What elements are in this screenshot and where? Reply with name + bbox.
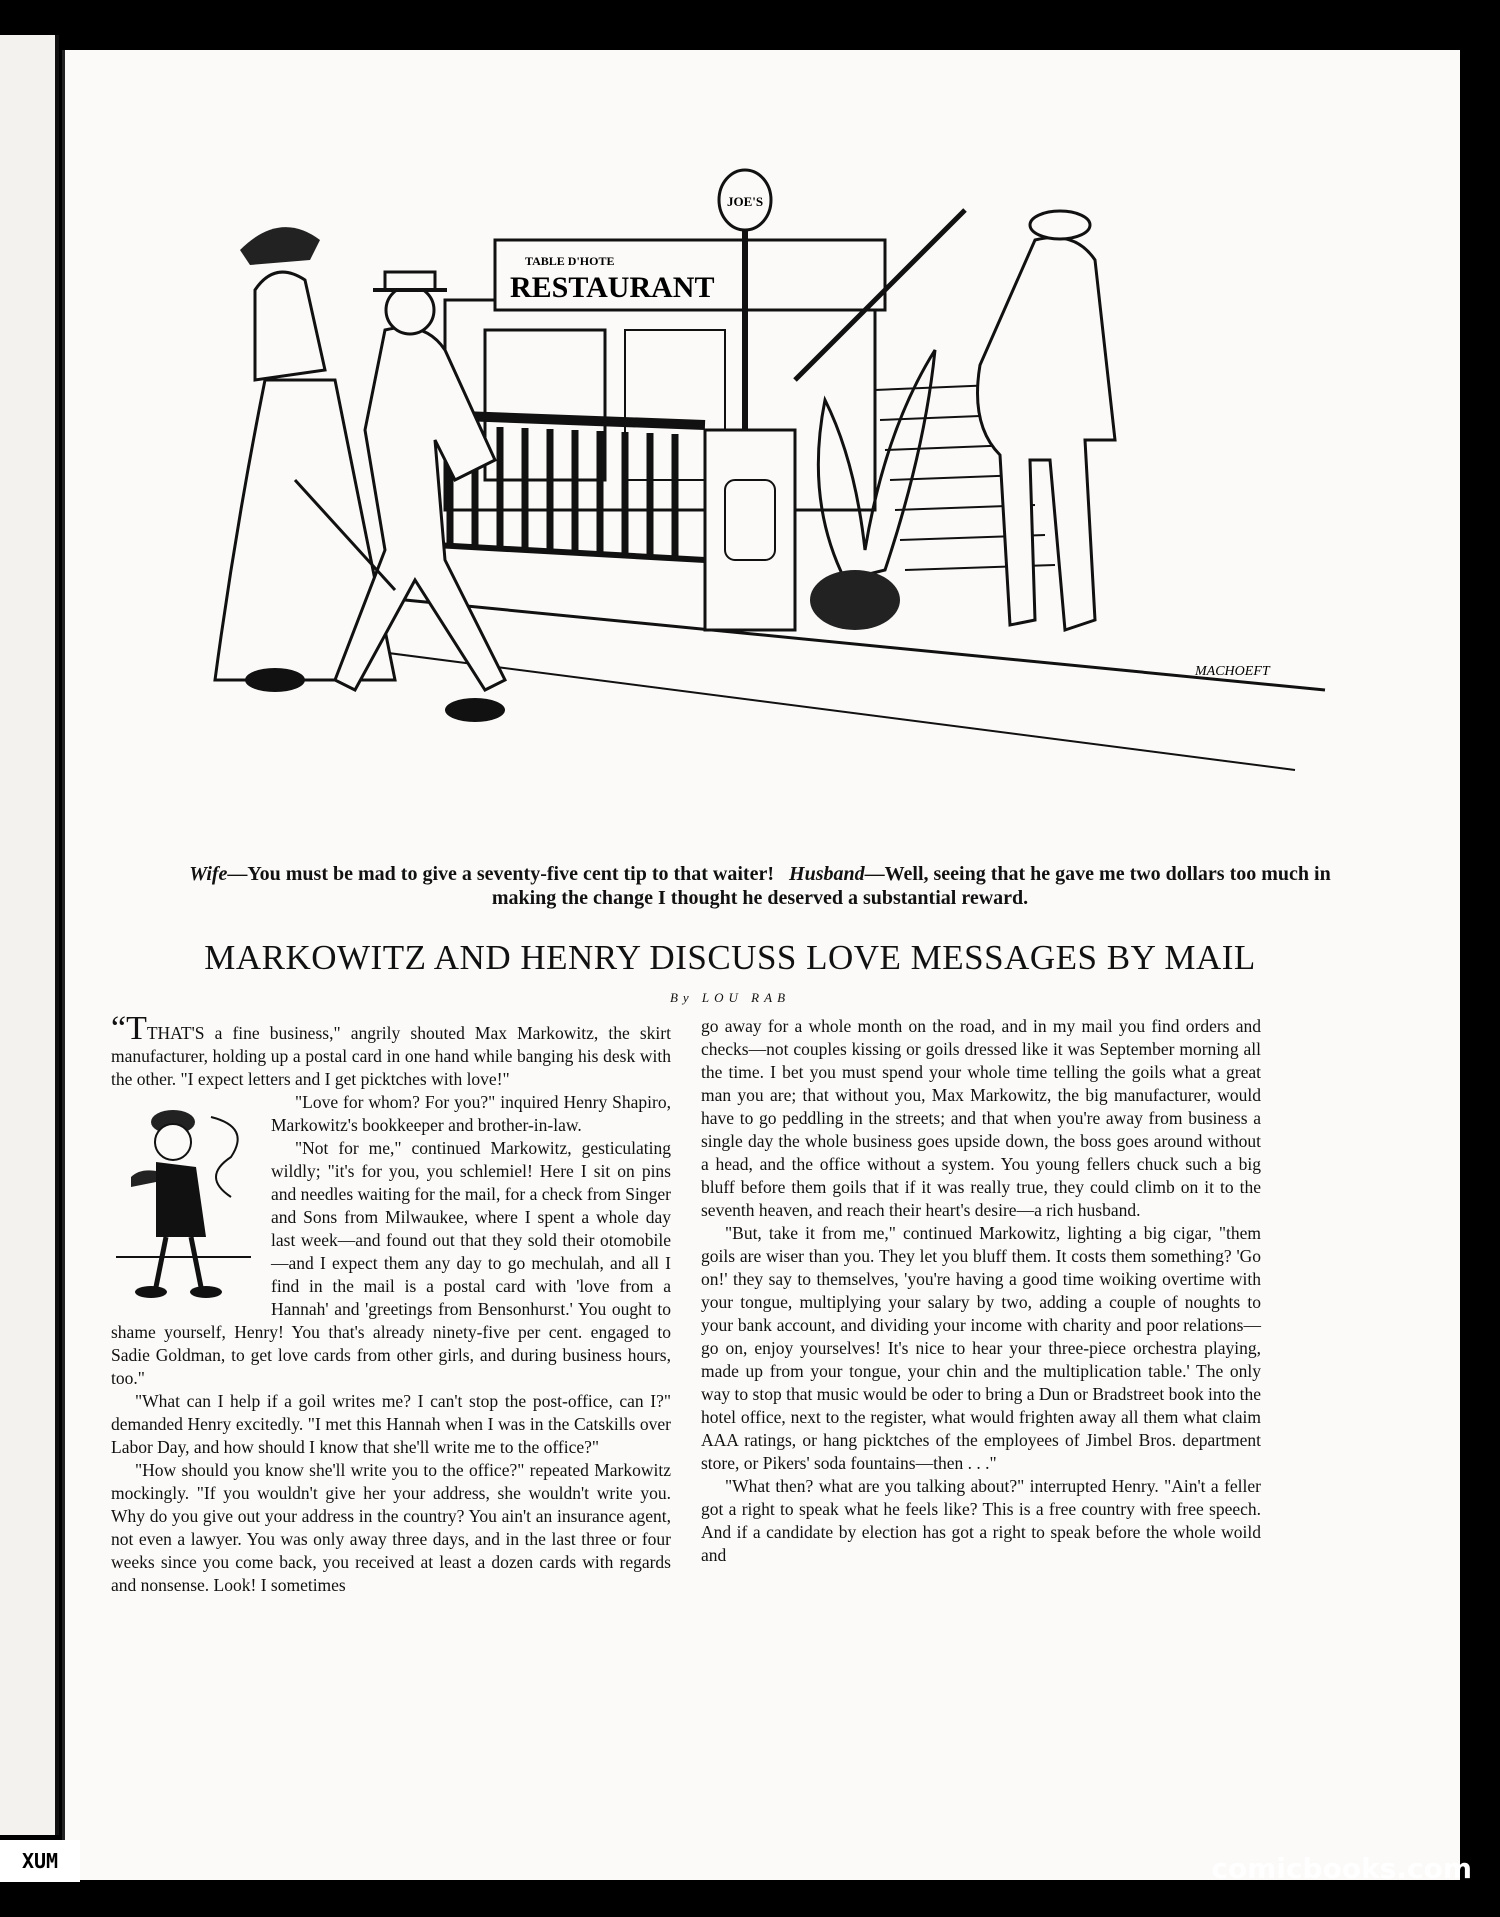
article-column-1 bbox=[111, 1010, 671, 1597]
sign-joes: JOE'S bbox=[727, 194, 764, 209]
markowitz-vignette-illustration bbox=[111, 1097, 259, 1307]
sign-table-dhote: TABLE D'HOTE bbox=[525, 254, 615, 268]
article-byline: By LOU RAB bbox=[669, 990, 791, 1005]
previous-page-edge bbox=[0, 35, 59, 1835]
article-title: MARKOWITZ AND HENRY DISCUSS LOVE MESSAGES BY MAIL bbox=[204, 938, 1256, 977]
paragraph: "What then? what are you talking about?" interrupted Henry. "Ain't a feller got a right to speak what he feels like? This is a free country with free speech. And if a candidate by election has got a right to speak before the whole woild and bbox=[701, 1476, 1261, 1565]
caption-wife-label: Wife bbox=[189, 863, 228, 885]
site-watermark: comicbooks.com bbox=[1211, 1852, 1472, 1885]
magazine-page bbox=[62, 50, 1460, 1880]
caption-husband-text: —Well, seeing that he gave me two dollars too much in making the change I thought he deserved a substantial reward. bbox=[491, 863, 1331, 909]
caption-husband-label: Husband bbox=[789, 863, 865, 885]
paragraph: "How should you know she'll write you to the office?" repeated Markowitz mockingly. "If you wouldn't give her your address, she wouldn't write you. Why do you give out your address in the country? You ain't an insurance agent, not even a lawyer. You was only away three days, and in the last three or four weeks since you come back, you received at least a dozen cards with regards and nonsense. Look! I sometimes bbox=[111, 1460, 671, 1595]
drop-cap: “T bbox=[111, 1010, 147, 1047]
sign-restaurant: RESTAURANT bbox=[510, 271, 715, 304]
corner-tab-label: XUM bbox=[0, 1840, 80, 1882]
cartoon-illustration bbox=[145, 130, 1365, 820]
cartoon-caption bbox=[165, 862, 1355, 910]
paragraph: "What can I help if a goil writes me? I can't stop the post-office, can I?" demanded Henry excitedly. "I met this Hannah when I was in the Catskills over Labor Day, and how should I know that she'll write me to the office?" bbox=[111, 1391, 671, 1457]
artist-signature: MACHOEFT bbox=[1195, 664, 1270, 679]
paragraph: go away for a whole month on the road, and in my mail you find orders and checks—not couples kissing or goils dressed like it was September morning all the time. I bet you must spend your whole time telling the goils what a great man you are; that without you, Max Markowitz, the big manufacturer, would have to go peddling in the streets; and that when you're away from business a single day the whole business goes upside down, the boss goes around without a head, and the office without a system. You young fellers chuck such a big bluff before them goils that if it was really true, they could climb on it to the seventh heaven, and reach their heart's desire—a rich husband. bbox=[701, 1016, 1261, 1220]
paragraph: "But, take it from me," continued Markowitz, lighting a big cigar, "them goils are wiser than you. They let you bluff them. It costs them something? 'Go on!' they say to themselves, 'you're having a good time woiking overtime with your tongue, multiplying your salary by two, adding a couple of noughts to your bank account, and dividing your income with charity and poor relations—go on, enjoy yourselves! It's nice to hear your three-piece orchestra playing, made up from your tongue, your chin and the multiplication table.' The only way to stop that music would be oder to bring a Dun or Bradstreet book into the hotel office, next to the register, what would frighten away all them what claim AAA ratings, or hang picktches of the employees of Jimbel Bros. department store, or Pikers' soda fountains—then . . ." bbox=[701, 1223, 1261, 1473]
paragraph: "Not for me," continued Markowitz, gesticulating wildly; "it's for you, you schlemiel! Here I sit on pins and needles waiting for the mail, for a check from Singer and Sons from Milwaukee, where I spent a whole day last week—and found out that they sold their otomobile—and I expect them any day to go mechulah, and all I find in the mail is a postal card with 'love from a Hannah' and 'greetings from Bensonhurst.' You ought to shame yourself, Henry! You that's already ninety-five per cent. engaged to Sadie Goldman, to get love cards from other girls, and during business hours, too." bbox=[111, 1138, 671, 1388]
caption-wife-text: —You must be mad to give a seventy-five cent tip to that waiter! bbox=[227, 863, 775, 885]
article-column-2 bbox=[701, 1015, 1261, 1567]
paragraph: “TTHAT'S a fine business," angrily shouted Max Markowitz, the skirt manufacturer, holding up a postal card in one hand while banging his desk with the other. "I expect letters and I get picktches with love!" bbox=[111, 1010, 671, 1089]
paragraph: "Love for whom? For you?" inquired Henry Shapiro, Markowitz's bookkeeper and brother-in-law. bbox=[271, 1092, 671, 1135]
